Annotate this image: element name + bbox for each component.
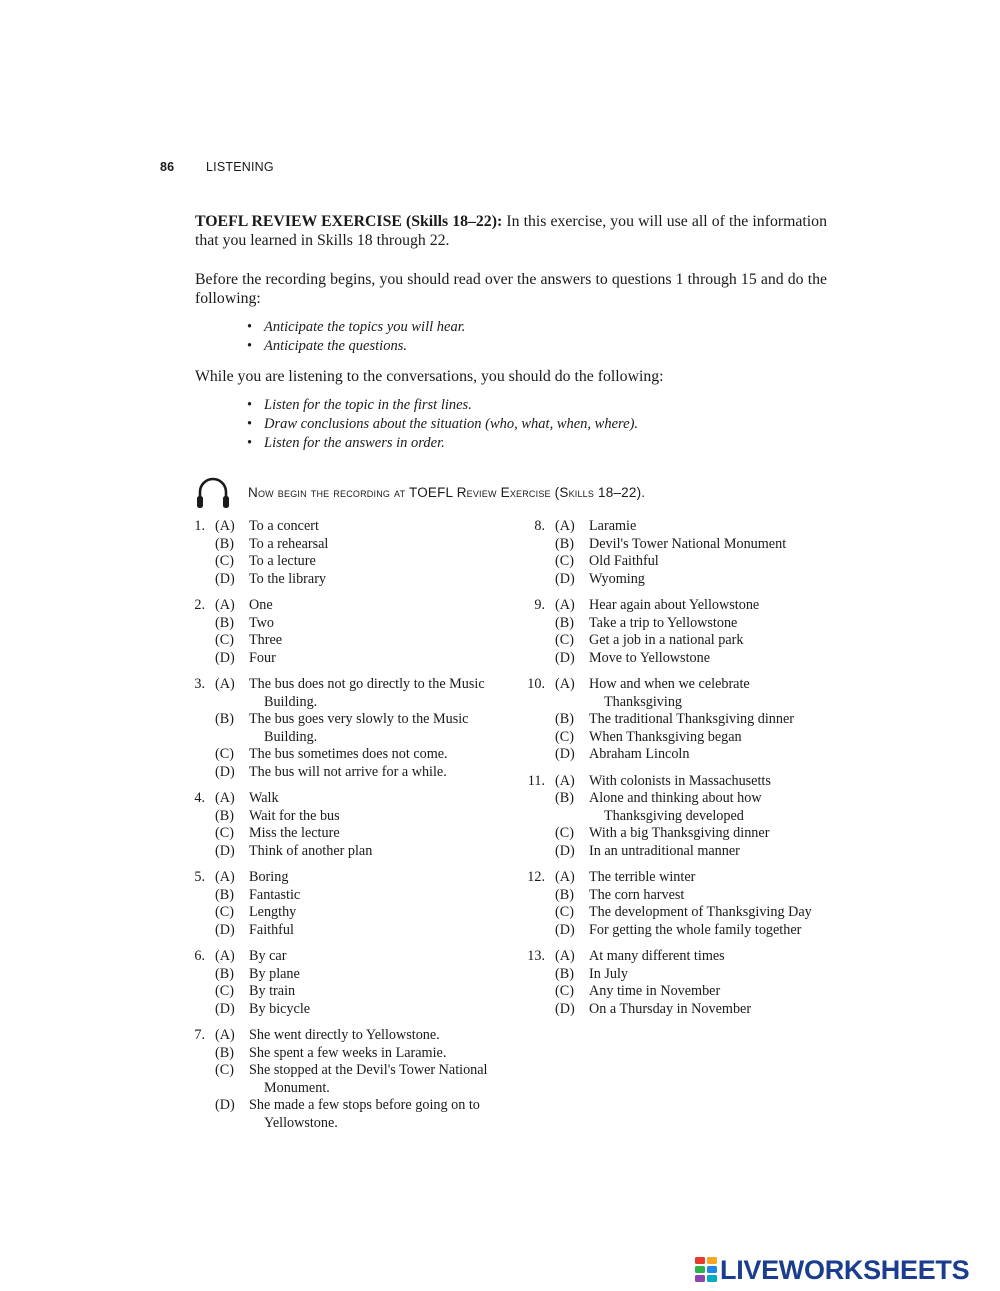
option-letter: (A) bbox=[215, 948, 235, 965]
option-text: She made a few stops before going on to Yellowstone. bbox=[249, 1097, 480, 1131]
question-item bbox=[505, 518, 825, 588]
question-number: 3. bbox=[194, 675, 205, 692]
option-text: She spent a few weeks in Laramie. bbox=[249, 1044, 447, 1061]
option-text: Lengthy bbox=[249, 904, 297, 921]
option-letter: (A) bbox=[215, 596, 235, 613]
section-title: LISTENING bbox=[206, 160, 274, 174]
option-text: Three bbox=[249, 632, 283, 649]
answer-option[interactable] bbox=[215, 553, 495, 571]
answer-option[interactable] bbox=[215, 1097, 495, 1132]
option-letter: (C) bbox=[555, 632, 574, 649]
option-letter: (D) bbox=[555, 1000, 575, 1017]
answer-option[interactable] bbox=[215, 808, 495, 826]
answer-option[interactable] bbox=[215, 597, 495, 615]
option-text: Faithful bbox=[249, 921, 294, 938]
option-text: Old Faithful bbox=[589, 553, 659, 570]
answer-option[interactable] bbox=[555, 650, 825, 668]
question-number: 8. bbox=[534, 518, 545, 534]
question-item bbox=[505, 773, 825, 861]
intro-paragraph bbox=[195, 212, 827, 250]
option-text: To the library bbox=[249, 570, 327, 587]
option-text: Miss the lecture bbox=[249, 825, 340, 842]
option-text: By train bbox=[249, 983, 296, 1000]
question-number: 10. bbox=[527, 675, 545, 692]
bullet-item: • Listen for the topic in the first lines. bbox=[247, 396, 638, 415]
answer-option[interactable] bbox=[555, 1001, 825, 1019]
answer-option[interactable] bbox=[555, 553, 825, 571]
option-text: Any time in November bbox=[589, 983, 721, 1000]
option-text: Move to Yellowstone bbox=[589, 649, 710, 666]
recording-text: Now begin the recording at TOEFL Review Exercise (Skills 18–22). bbox=[248, 484, 646, 500]
option-text: Devil's Tower National Monument bbox=[589, 535, 787, 552]
answer-option[interactable] bbox=[555, 676, 825, 711]
option-text: She stopped at the Devil's Tower National Monument. bbox=[249, 1062, 488, 1096]
bullet-item: • Listen for the answers in order. bbox=[247, 434, 638, 453]
option-text: Hear again about Yellowstone bbox=[589, 596, 760, 613]
question-number: 1. bbox=[194, 518, 205, 534]
option-text: Get a job in a national park bbox=[589, 632, 744, 649]
option-text: The bus goes very slowly to the Music Building. bbox=[249, 711, 469, 745]
answer-option[interactable] bbox=[555, 983, 825, 1001]
option-letter: (C) bbox=[215, 553, 234, 570]
option-letter: (D) bbox=[215, 649, 235, 666]
question-item bbox=[505, 948, 825, 1018]
option-letter: (D) bbox=[555, 746, 575, 763]
answer-option[interactable] bbox=[215, 650, 495, 668]
answer-option[interactable] bbox=[215, 825, 495, 843]
option-text: In an untraditional manner bbox=[589, 842, 740, 859]
option-letter: (A) bbox=[215, 790, 235, 807]
answer-options bbox=[555, 676, 825, 764]
option-letter: (D) bbox=[555, 570, 575, 587]
question-number: 7. bbox=[194, 1027, 205, 1043]
option-letter: (C) bbox=[215, 983, 234, 1000]
question-item bbox=[505, 676, 825, 764]
option-text: Laramie bbox=[589, 518, 637, 534]
question-item bbox=[165, 518, 495, 588]
questions-right-column bbox=[505, 518, 825, 1027]
answer-option[interactable] bbox=[555, 843, 825, 861]
option-letter: (B) bbox=[555, 790, 574, 807]
option-text: By car bbox=[249, 948, 287, 965]
option-letter: (A) bbox=[215, 675, 235, 692]
question-item bbox=[165, 1027, 495, 1133]
option-letter: (C) bbox=[555, 983, 574, 1000]
option-letter: (C) bbox=[555, 904, 574, 921]
answer-options bbox=[215, 518, 495, 588]
option-text: Four bbox=[249, 649, 276, 666]
question-item bbox=[165, 790, 495, 860]
option-letter: (A) bbox=[555, 948, 575, 965]
option-letter: (D) bbox=[215, 763, 235, 780]
bullet-item: • Anticipate the topics you will hear. bbox=[247, 318, 465, 337]
option-text: Wait for the bus bbox=[249, 807, 340, 824]
answer-option[interactable] bbox=[555, 518, 825, 536]
option-letter: (B) bbox=[215, 614, 234, 631]
answer-option[interactable] bbox=[215, 966, 495, 984]
question-item bbox=[165, 869, 495, 939]
answer-option[interactable] bbox=[215, 536, 495, 554]
page-number: 86 bbox=[160, 160, 175, 174]
answer-option[interactable] bbox=[215, 922, 495, 940]
answer-option[interactable] bbox=[215, 869, 495, 887]
option-letter: (B) bbox=[555, 614, 574, 631]
option-letter: (C) bbox=[555, 825, 574, 842]
option-letter: (D) bbox=[555, 649, 575, 666]
option-letter: (B) bbox=[215, 711, 234, 728]
recording-instruction bbox=[195, 472, 645, 512]
option-letter: (D) bbox=[215, 570, 235, 587]
option-text: Wyoming bbox=[589, 570, 645, 587]
before-bullet-list bbox=[247, 318, 465, 356]
option-text: When Thanksgiving began bbox=[589, 728, 742, 745]
answer-options bbox=[555, 869, 825, 939]
answer-option[interactable] bbox=[555, 746, 825, 764]
answer-option[interactable] bbox=[555, 790, 825, 825]
answer-option[interactable] bbox=[555, 904, 825, 922]
option-text: The development of Thanksgiving Day bbox=[589, 904, 812, 921]
question-item bbox=[505, 597, 825, 667]
option-text: At many different times bbox=[589, 948, 725, 965]
answer-option[interactable] bbox=[555, 615, 825, 633]
page-header bbox=[160, 160, 274, 174]
answer-option[interactable] bbox=[555, 922, 825, 940]
while-paragraph: While you are listening to the conversations, you should do the following: bbox=[195, 368, 664, 385]
option-letter: (B) bbox=[555, 965, 574, 982]
answer-option[interactable] bbox=[215, 904, 495, 922]
answer-option[interactable] bbox=[215, 1045, 495, 1063]
question-item bbox=[505, 869, 825, 939]
option-text: To a concert bbox=[249, 518, 319, 534]
option-text: Boring bbox=[249, 869, 289, 886]
option-letter: (C) bbox=[215, 746, 234, 763]
option-letter: (C) bbox=[555, 728, 574, 745]
option-letter: (C) bbox=[215, 825, 234, 842]
option-letter: (B) bbox=[215, 965, 234, 982]
answer-options bbox=[215, 1027, 495, 1133]
option-text: In July bbox=[589, 965, 629, 982]
option-letter: (C) bbox=[215, 904, 234, 921]
option-text: Alone and thinking about how Thanksgiving developed bbox=[589, 790, 762, 824]
option-letter: (D) bbox=[555, 921, 575, 938]
answer-option[interactable] bbox=[555, 773, 825, 791]
option-text: How and when we celebrate Thanksgiving bbox=[589, 675, 750, 710]
option-letter: (D) bbox=[215, 1000, 235, 1017]
answer-option[interactable] bbox=[215, 887, 495, 905]
question-number: 2. bbox=[194, 596, 205, 613]
option-text: Abraham Lincoln bbox=[589, 746, 690, 763]
option-text: To a lecture bbox=[249, 553, 316, 570]
option-letter: (A) bbox=[555, 772, 575, 789]
answer-option[interactable] bbox=[555, 887, 825, 905]
answer-option[interactable] bbox=[215, 1062, 495, 1097]
answer-option[interactable] bbox=[555, 536, 825, 554]
option-text: The corn harvest bbox=[589, 886, 685, 903]
watermark-text: LIVEWORKSHEETS bbox=[720, 1254, 970, 1285]
answer-options bbox=[215, 676, 495, 782]
option-text: She went directly to Yellowstone. bbox=[249, 1027, 440, 1043]
option-text: With a big Thanksgiving dinner bbox=[589, 825, 770, 842]
option-letter: (D) bbox=[215, 921, 235, 938]
option-letter: (A) bbox=[215, 869, 235, 886]
liveworksheets-logo-icon bbox=[695, 1257, 717, 1283]
option-letter: (A) bbox=[215, 518, 235, 534]
answer-option[interactable] bbox=[215, 518, 495, 536]
option-text: The bus does not go directly to the Music Building. bbox=[249, 675, 485, 710]
question-item bbox=[165, 676, 495, 782]
question-number: 9. bbox=[534, 596, 545, 613]
answer-option[interactable] bbox=[555, 632, 825, 650]
answer-options bbox=[555, 773, 825, 861]
answer-option[interactable] bbox=[215, 615, 495, 633]
answer-options bbox=[555, 948, 825, 1018]
option-letter: (A) bbox=[555, 869, 575, 886]
answer-option[interactable] bbox=[215, 948, 495, 966]
option-letter: (B) bbox=[555, 535, 574, 552]
liveworksheets-watermark bbox=[695, 1255, 969, 1285]
option-letter: (C) bbox=[555, 553, 574, 570]
answer-option[interactable] bbox=[215, 746, 495, 764]
option-text: Two bbox=[249, 614, 275, 631]
option-text: Fantastic bbox=[249, 886, 301, 903]
option-text: Take a trip to Yellowstone bbox=[589, 614, 738, 631]
answer-option[interactable] bbox=[555, 869, 825, 887]
answer-option[interactable] bbox=[215, 571, 495, 589]
answer-options bbox=[215, 597, 495, 667]
option-text: The terrible winter bbox=[589, 869, 696, 886]
answer-option[interactable] bbox=[555, 948, 825, 966]
answer-option[interactable] bbox=[215, 764, 495, 782]
option-text: The traditional Thanksgiving dinner bbox=[589, 711, 795, 728]
before-paragraph: Before the recording begins, you should read over the answers to questions 1 through 15 and do the following: bbox=[195, 271, 827, 307]
answer-option[interactable] bbox=[215, 983, 495, 1001]
option-text: The bus will not arrive for a while. bbox=[249, 763, 447, 780]
answer-option[interactable] bbox=[215, 711, 495, 746]
answer-option[interactable] bbox=[555, 729, 825, 747]
question-item bbox=[165, 597, 495, 667]
answer-option[interactable] bbox=[555, 571, 825, 589]
option-letter: (B) bbox=[215, 807, 234, 824]
answer-options bbox=[555, 597, 825, 667]
answer-option[interactable] bbox=[215, 676, 495, 711]
while-bullet-list bbox=[247, 396, 638, 453]
answer-options bbox=[215, 790, 495, 860]
answer-option[interactable] bbox=[215, 843, 495, 861]
answer-option[interactable] bbox=[555, 825, 825, 843]
option-letter: (B) bbox=[555, 711, 574, 728]
option-text: To a rehearsal bbox=[249, 535, 329, 552]
question-item bbox=[165, 948, 495, 1018]
answer-option[interactable] bbox=[215, 790, 495, 808]
questions-left-column bbox=[165, 518, 495, 1141]
option-letter: (D) bbox=[215, 1097, 235, 1114]
option-letter: (A) bbox=[555, 596, 575, 613]
option-text: The bus sometimes does not come. bbox=[249, 746, 448, 763]
option-text: By plane bbox=[249, 965, 300, 982]
option-letter: (B) bbox=[215, 1044, 234, 1061]
question-number: 6. bbox=[194, 948, 205, 965]
option-letter: (A) bbox=[215, 1027, 235, 1043]
option-text: One bbox=[249, 596, 273, 613]
option-text: For getting the whole family together bbox=[589, 921, 802, 938]
option-letter: (C) bbox=[215, 632, 234, 649]
option-letter: (B) bbox=[555, 886, 574, 903]
answer-options bbox=[215, 948, 495, 1018]
answer-option[interactable] bbox=[555, 597, 825, 615]
answer-options bbox=[215, 869, 495, 939]
question-number: 12. bbox=[527, 869, 545, 886]
answer-option[interactable] bbox=[215, 1001, 495, 1019]
question-number: 11. bbox=[527, 772, 545, 789]
option-text: Think of another plan bbox=[249, 842, 373, 859]
option-text: On a Thursday in November bbox=[589, 1000, 752, 1017]
question-number: 5. bbox=[194, 869, 205, 886]
option-letter: (D) bbox=[215, 842, 235, 859]
option-letter: (D) bbox=[555, 842, 575, 859]
question-number: 13. bbox=[527, 948, 545, 965]
option-text: Walk bbox=[249, 790, 279, 807]
headphones-icon bbox=[195, 472, 231, 512]
answer-option[interactable] bbox=[555, 966, 825, 984]
option-letter: (A) bbox=[555, 518, 575, 534]
intro-text: In this exercise, you will use all of the information that you learned in Skills 18 through 22. bbox=[195, 213, 827, 249]
question-number: 4. bbox=[194, 790, 205, 807]
option-letter: (B) bbox=[215, 886, 234, 903]
answer-option[interactable] bbox=[215, 632, 495, 650]
answer-option[interactable] bbox=[215, 1027, 495, 1045]
bullet-item: • Anticipate the questions. bbox=[247, 337, 465, 356]
option-letter: (C) bbox=[215, 1062, 234, 1079]
answer-option[interactable] bbox=[555, 711, 825, 729]
option-text: By bicycle bbox=[249, 1000, 311, 1017]
option-text: With colonists in Massachusetts bbox=[589, 772, 771, 789]
option-letter: (A) bbox=[555, 675, 575, 692]
exercise-title: TOEFL REVIEW EXERCISE (Skills 18–22): bbox=[195, 213, 503, 230]
bullet-item: • Draw conclusions about the situation (who, what, when, where). bbox=[247, 415, 638, 434]
option-letter: (B) bbox=[215, 535, 234, 552]
answer-options bbox=[555, 518, 825, 588]
